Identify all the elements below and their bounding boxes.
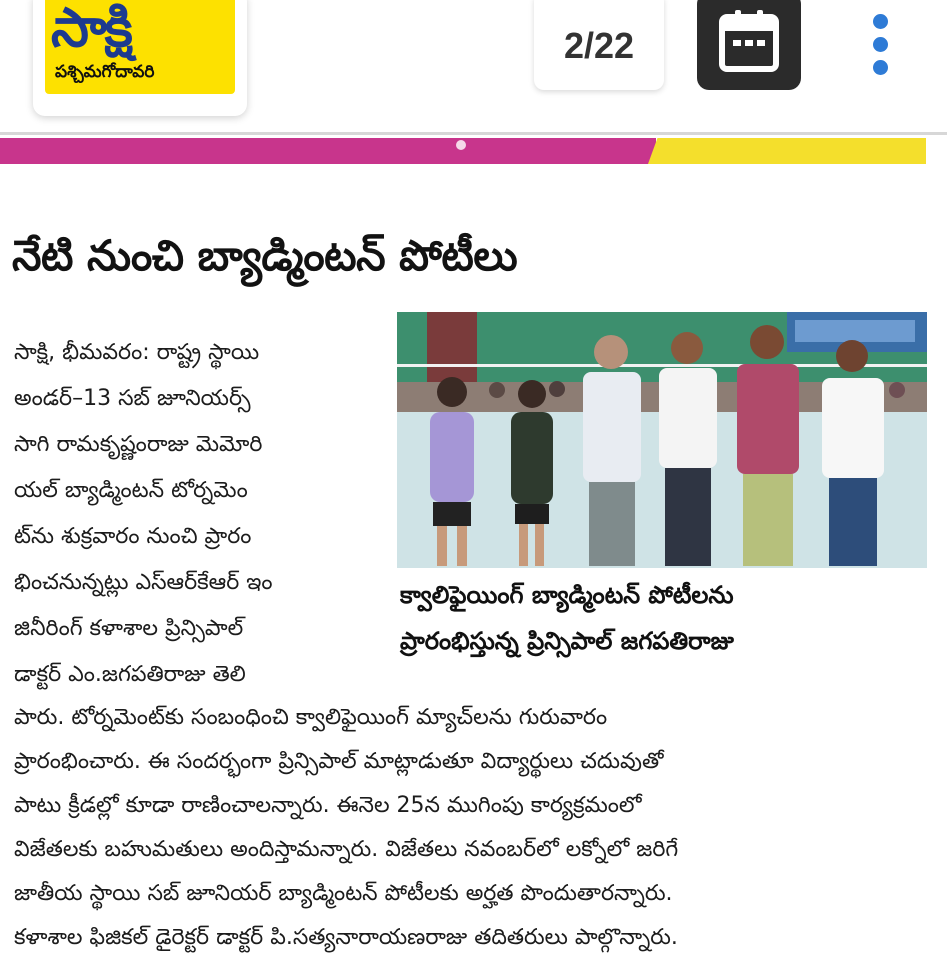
article-headline: నేటి నుంచి బ్యాడ్మింటన్‌ పోటీలు [12,231,518,280]
calendar-icon [718,8,780,74]
body-line: భించనున్నట్లు ఎస్‌ఆర్‌కేఆర్‌ ఇం [14,570,273,595]
body-line: జినీరింగ్‌ కళాశాల ప్రిన్సిపాల్‌ [14,616,244,641]
logo-text: సాక్షి [51,0,131,59]
body-line: డాక్టర్‌ ఎం.జగపతిరాజు తెలి [14,662,246,687]
body-line: సాక్షి, భీమవరం: రాష్ట్ర స్థాయి [14,340,260,365]
body-line: విజేతలకు బహుమతులు అందిస్తామన్నారు. విజేతలు నవంబర్‌లో లక్నోలో జరిగే [14,837,679,862]
article-body [14,696,926,972]
body-line: ప్రారంభించారు. ఈ సందర్భంగా ప్రిన్సిపాల్‌ మాట్లాడుతూ విద్యార్థులు చదువుతో [14,749,664,774]
body-line: అండర్‌–13 సబ్‌ జూనియర్స్‌ [14,386,251,411]
top-bar [0,0,947,134]
photo-illustration [397,312,927,568]
header-divider [0,132,947,135]
body-line: పాటు క్రీడల్లో కూడా రాణించాలన్నారు. ఈనెల 25న ముగింపు కార్యక్రమంలో [14,793,642,818]
photo-caption [400,572,734,664]
body-line: సాగి రామకృష్ణంరాజు మెమోరి [14,432,263,457]
article-photo[interactable] [397,312,927,568]
body-line: జాతీయ స్థాయి సబ్‌ జూనియర్‌ బ్యాడ్మింటన్‌ పోటీలకు అర్హత పొందుతారన్నారు. [14,881,673,906]
caption-line: ప్రారంభిస్తున్న ప్రిన్సిపాల్‌ జగపతిరాజు [400,627,734,655]
more-menu-button[interactable] [862,10,898,80]
page-indicator-text: 2/22 [563,25,635,66]
sakshi-logo [45,0,235,94]
body-line: పారు. టోర్నమెంట్‌కు సంబంధించి క్వాలిఫైయింగ్‌ మ్యాచ్‌లను గురువారం [14,705,608,730]
body-line: యల్‌ బ్యాడ్మింటన్‌ టోర్నమెం [14,478,248,503]
article-intro-column [14,330,380,700]
logo-card[interactable] [33,0,247,116]
caption-line: క్వాలిఫైయింగ్‌ బ్యాడ్మింటన్‌ పోటీలను [400,581,734,609]
banner-dot [456,140,466,150]
calendar-button[interactable] [697,0,801,90]
edition-name: పశ్చిమగోదావరి [55,62,155,82]
banner-pink [0,138,656,164]
section-banner [0,138,926,164]
more-vertical-icon [862,14,898,75]
banner-yellow [648,138,926,164]
page-indicator[interactable] [534,0,664,90]
body-line: కళాశాల ఫిజికల్‌ డైరెక్టర్‌ డాక్టర్‌ పి.సత్యనారాయణరాజు తదితరులు పాల్గొన్నారు. [14,925,678,950]
body-line: ట్‌ను శుక్రవారం నుంచి ప్రారం [14,524,252,549]
